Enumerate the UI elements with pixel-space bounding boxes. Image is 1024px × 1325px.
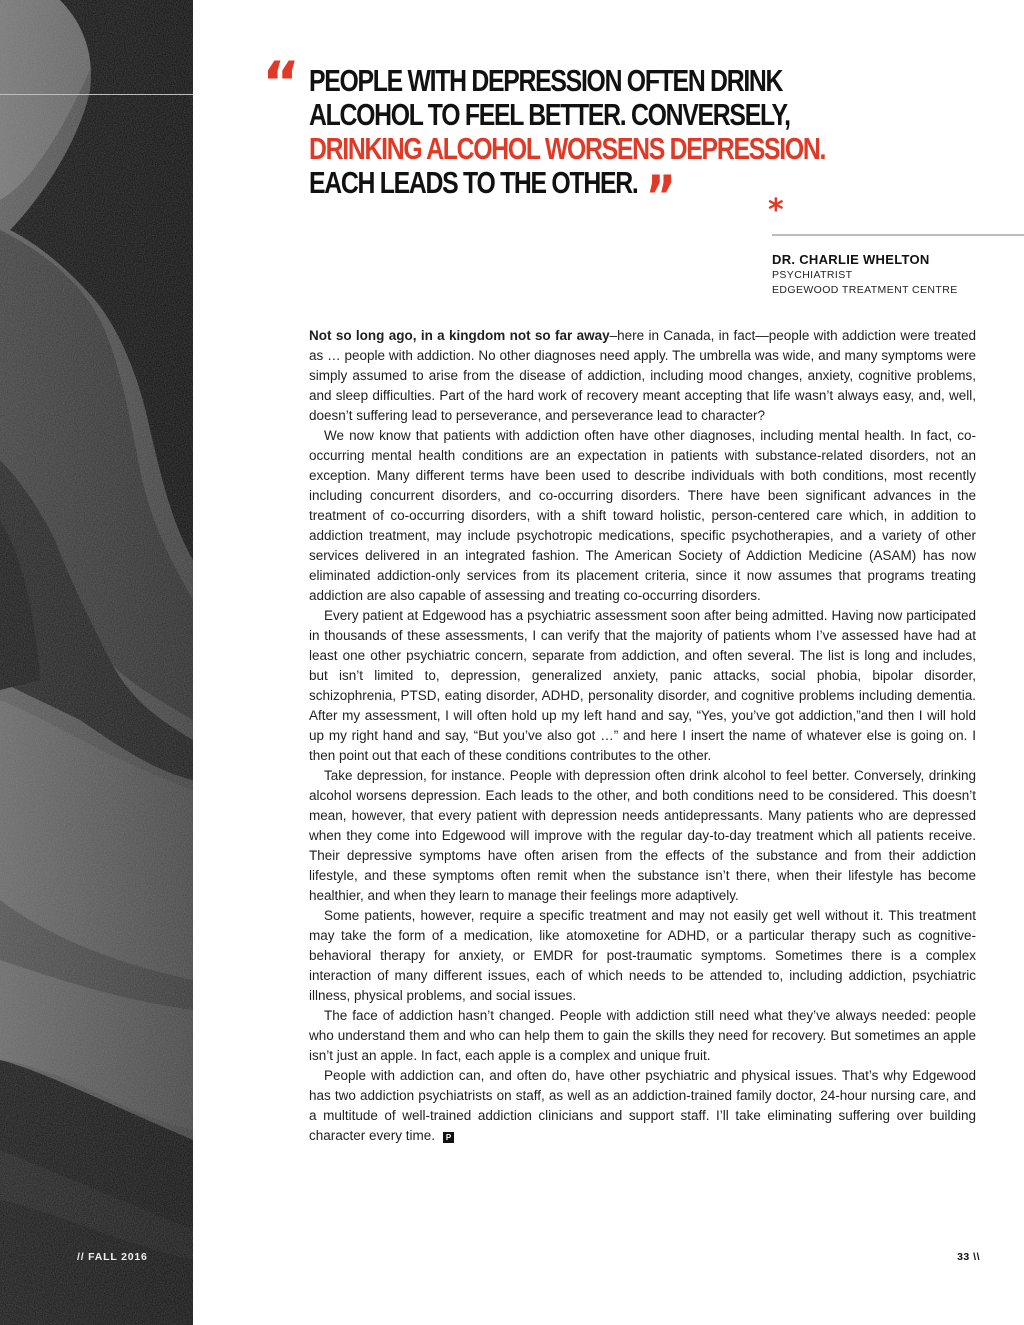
page-number: 33 \\ xyxy=(957,1251,980,1263)
pull-quote-line-4: EACH LEADS TO THE OTHER. xyxy=(309,165,638,200)
paragraph-text: –here in Canada, in fact—people with addiction were treated as … people with addiction. No other diagnoses need apply. The umbrella was wide, and many symptoms were simply assumed to arise from the disease of addiction, including mood changes, anxiety, cognitive problems, and sleep difficulties. Part of the hard work of recovery meant accepting that life wasn’t always easy, and, well, doesn’t suffering lead to perseverance, and perseverance lead to character? xyxy=(309,328,976,423)
attribution xyxy=(772,252,958,298)
pull-quote-line-2: ALCOHOL TO FEEL BETTER. CONVERSELY, xyxy=(309,97,790,132)
article-body xyxy=(309,326,976,1146)
issue-folio: // FALL 2016 xyxy=(77,1251,148,1263)
paragraph-text: People with addiction can, and often do, have other psychiatric and physical issues. That’s why Edgewood has two addiction psychiatrists on staff, as well as an addiction-trained family doctor, 24-hour nursing care, and a multitude of well-trained addiction clinicians and support staff. I’ll take eliminating suffering over building character every time. xyxy=(309,1068,976,1143)
top-divider-left xyxy=(0,94,193,95)
article-paragraph xyxy=(309,1066,976,1146)
pull-quote-line-1: PEOPLE WITH DEPRESSION OFTEN DRINK xyxy=(309,63,783,98)
author-name: DR. CHARLIE WHELTON xyxy=(772,252,930,267)
lead-in: Not so long ago, in a kingdom not so far away xyxy=(309,328,610,343)
photo-strip xyxy=(0,0,193,1325)
author-title: PSYCHIATRIST xyxy=(772,269,853,281)
pull-quote-highlight-line: DRINKING ALCOHOL WORSENS DEPRESSION. xyxy=(309,131,826,166)
author-organization: EDGEWOOD TREATMENT CENTRE xyxy=(772,284,958,296)
article-paragraph: Some patients, however, require a specific treatment and may not easily get well without it. This treatment may take the form of a medication, like atomoxetine for ADHD, or a particular therapy such as cognitive-behavioral therapy for anxiety, or EMDR for post-traumatic symptoms. Sometimes there is a complex interaction of many different issues, each of which needs to be attended to, including addiction, psychiatric illness, physical problems, and social issues. xyxy=(309,908,976,1003)
asterisk-ornament: * xyxy=(768,193,784,228)
article-paragraph: Take depression, for instance. People with depression often drink alcohol to feel better. Conversely, drinking alcohol worsens depression. Each leads to the other, and both conditions need to be considered. This doesn’t mean, however, that every patient with depression needs antidepressants. Many patients who are depressed when they come into Edgewood will improve with the regular day-to-day treatment which all patients receive. Their depressive symptoms have often arisen from the effects of the substance and from their addiction lifestyle, and these symptoms often remit when the substance isn’t there, when their lifestyle has become healthier, and when they learn to manage their feelings more adaptively. xyxy=(309,768,976,903)
article-paragraph: The face of addiction hasn’t changed. People with addiction still need what they’ve always needed: people who understand them and who can help them to gain the skills they need for recovery. But sometimes an apple isn’t just an apple. In fact, each apple is a complex and unique fruit. xyxy=(309,1008,976,1063)
article-paragraph: We now know that patients with addiction often have other diagnoses, including mental health. In fact, co-occurring mental health conditions are an expectation in patients with substance-related disorders, not an exception. Many different terms have been used to describe individuals with both conditions, most recently including concurrent disorders, and co-occurring disorders. There have been significant advances in the treatment of co-occurring disorders, with a shift toward holistic, person-centered care which, in addition to addiction treatment, may include psychotropic medications, specific psychotherapies, and a variety of other services delivered in an integrated fashion. The American Society of Addiction Medicine (ASAM) has now eliminated addiction-only services from its placement criteria, since it now assumes that programs treating addiction are also capable of assessing and treating co-occurring disorders. xyxy=(309,428,976,603)
article-paragraph xyxy=(309,326,976,426)
pull-quote xyxy=(309,63,826,231)
attribution-divider xyxy=(772,234,1024,236)
article-paragraph: Every patient at Edgewood has a psychiatric assessment soon after being admitted. Having now participated in thousands of these assessments, I can verify that the majority of patients whom I’ve assessed have had at least one other psychiatric concern, separate from addiction, and often several. The list is long and includes, but isn’t limited to, depression, generalized anxiety, panic attacks, social phobia, bipolar disorder, schizophrenia, PTSD, eating disorder, ADHD, personality disorder, and cognitive problems including dementia. After my assessment, I will often hold up my left hand and say, “Yes, you’ve got addiction,”and then I will hold up my right hand and say, “But you’ve also got …” and here I insert the name of whatever else is going on. I then point out that each of these conditions contributes to the other. xyxy=(309,608,976,763)
open-quote-mark: “ xyxy=(262,49,295,117)
close-quote-mark: ” xyxy=(645,163,672,231)
grayscale-photo xyxy=(0,0,193,1325)
end-of-article-icon: P xyxy=(443,1132,454,1143)
